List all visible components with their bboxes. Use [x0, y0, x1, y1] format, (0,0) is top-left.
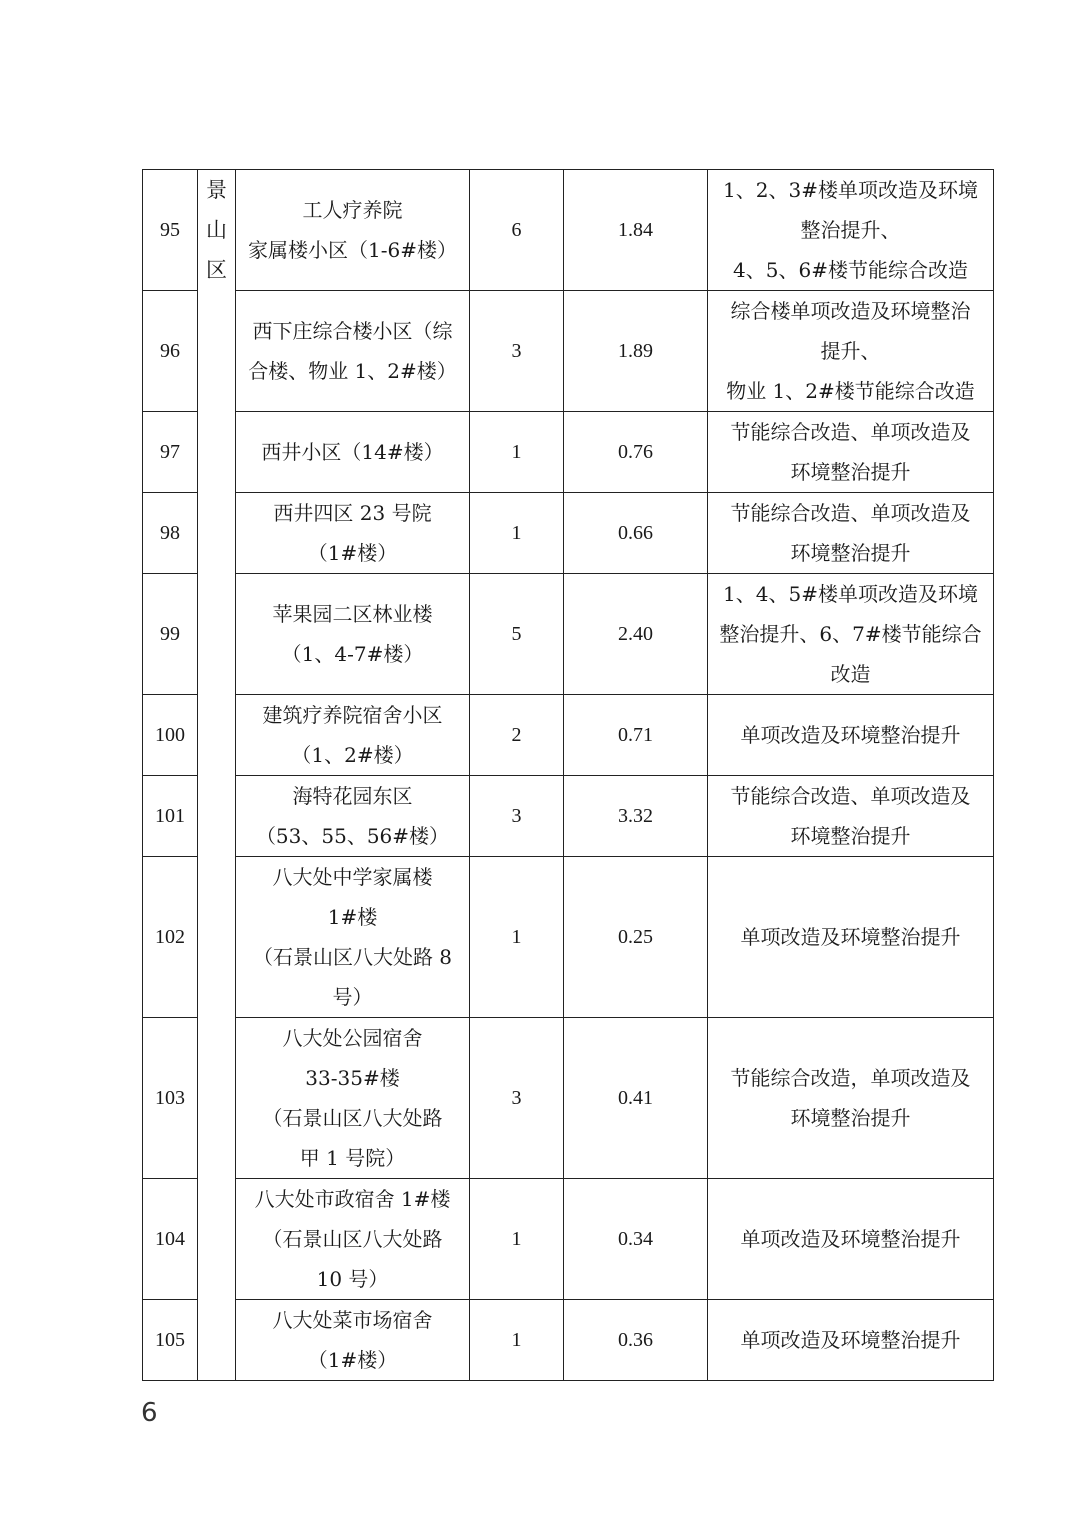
- table-row: [143, 170, 994, 291]
- renovation-content-line: 综合楼单项改造及环境整治: [730, 299, 971, 323]
- community-name-line: （53、55、56#楼）: [255, 824, 450, 848]
- renovation-content: [708, 695, 994, 776]
- district-cell: [198, 170, 236, 1381]
- renovation-content-line: 节能综合改造、单项改造及: [730, 501, 971, 525]
- community-name-line: 八大处中学家属楼: [272, 865, 433, 889]
- building-count: 1: [470, 412, 564, 493]
- row-number: 104: [143, 1179, 198, 1300]
- building-count: 3: [470, 1018, 564, 1179]
- building-area: 3.32: [564, 776, 708, 857]
- building-area: 1.89: [564, 291, 708, 412]
- renovation-content-line: 整治提升、: [800, 218, 901, 242]
- community-name-line: 1#楼: [327, 905, 378, 929]
- renovation-content-line: 环境整治提升: [790, 1106, 911, 1130]
- row-number: 105: [143, 1300, 198, 1381]
- community-name-line: 家属楼小区（1-6#楼）: [248, 238, 457, 262]
- community-name-line: 八大处菜市场宿舍: [272, 1308, 433, 1332]
- building-area: 0.25: [564, 857, 708, 1018]
- community-name: [236, 776, 470, 857]
- row-number: 101: [143, 776, 198, 857]
- table-row: [143, 1300, 994, 1381]
- building-count: 2: [470, 695, 564, 776]
- building-area: 0.36: [564, 1300, 708, 1381]
- renovation-content: [708, 493, 994, 574]
- table-row: [143, 493, 994, 574]
- renovation-content-line: 整治提升、6、7#楼节能综合: [719, 622, 982, 646]
- community-name-line: 建筑疗养院宿舍小区: [262, 703, 443, 727]
- building-count: 3: [470, 776, 564, 857]
- table-body: [143, 170, 994, 1381]
- renovation-content-line: 环境整治提升: [790, 824, 911, 848]
- renovation-content: [708, 776, 994, 857]
- building-area: 0.41: [564, 1018, 708, 1179]
- renovation-content-line: 单项改造及环境整治提升: [740, 925, 961, 949]
- community-name-line: （1、4-7#楼）: [281, 642, 424, 666]
- district-label: 景 山 区: [206, 178, 227, 282]
- renovation-content: [708, 574, 994, 695]
- community-name-line: （石景山区八大处路 8: [252, 945, 453, 969]
- row-number: 98: [143, 493, 198, 574]
- renovation-content-line: 1、2、3#楼单项改造及环境: [723, 178, 978, 202]
- community-name: [236, 493, 470, 574]
- community-name-line: 苹果园二区林业楼: [272, 602, 433, 626]
- renovation-content: [708, 291, 994, 412]
- renovation-content: [708, 1179, 994, 1300]
- community-name-line: （石景山区八大处路: [262, 1106, 443, 1130]
- table-row: [143, 1179, 994, 1300]
- table-row: [143, 574, 994, 695]
- community-name-line: 33-35#楼: [305, 1066, 400, 1090]
- renovation-content-line: 改造: [830, 662, 871, 686]
- community-name-line: 八大处公园宿舍: [282, 1026, 423, 1050]
- renovation-content: [708, 857, 994, 1018]
- table-row: [143, 695, 994, 776]
- community-name: [236, 574, 470, 695]
- community-name-line: 西井四区 23 号院: [273, 501, 432, 525]
- row-number: 103: [143, 1018, 198, 1179]
- community-name-line: 海特花园东区: [292, 784, 413, 808]
- renovation-content-line: 4、5、6#楼节能综合改造: [733, 258, 968, 282]
- table-row: [143, 412, 994, 493]
- row-number: 96: [143, 291, 198, 412]
- building-area: 1.84: [564, 170, 708, 291]
- renovation-content-line: 节能综合改造，单项改造及: [730, 1066, 971, 1090]
- renovation-content-line: 单项改造及环境整治提升: [740, 723, 961, 747]
- building-area: 2.40: [564, 574, 708, 695]
- renovation-content-line: 节能综合改造、单项改造及: [730, 420, 971, 444]
- building-count: 1: [470, 857, 564, 1018]
- building-area: 0.66: [564, 493, 708, 574]
- table-row: [143, 1018, 994, 1179]
- community-name-line: 西井小区（14#楼）: [261, 440, 444, 464]
- renovation-content: [708, 170, 994, 291]
- community-name: [236, 1018, 470, 1179]
- community-name-line: 合楼、物业 1、2#楼）: [248, 359, 457, 383]
- community-name-line: （1#楼）: [307, 1348, 398, 1372]
- page-number: 6: [141, 1398, 158, 1428]
- community-name: [236, 412, 470, 493]
- row-number: 99: [143, 574, 198, 695]
- community-name-line: （石景山区八大处路: [262, 1227, 443, 1251]
- renovation-content: [708, 1300, 994, 1381]
- building-count: 6: [470, 170, 564, 291]
- community-name: [236, 857, 470, 1018]
- renovation-content-line: 单项改造及环境整治提升: [740, 1328, 961, 1352]
- renovation-content-line: 环境整治提升: [790, 541, 911, 565]
- row-number: 100: [143, 695, 198, 776]
- renovation-content-line: 节能综合改造、单项改造及: [730, 784, 971, 808]
- renovation-content-line: 1、4、5#楼单项改造及环境: [723, 582, 978, 606]
- building-area: 0.34: [564, 1179, 708, 1300]
- community-name: [236, 170, 470, 291]
- community-name-line: 西下庄综合楼小区（综: [252, 319, 453, 343]
- community-name: [236, 695, 470, 776]
- building-area: 0.76: [564, 412, 708, 493]
- renovation-content-line: 提升、: [820, 339, 881, 363]
- table-row: [143, 776, 994, 857]
- row-number: 102: [143, 857, 198, 1018]
- community-name: [236, 1179, 470, 1300]
- row-number: 95: [143, 170, 198, 291]
- table-row: [143, 291, 994, 412]
- building-count: 1: [470, 1179, 564, 1300]
- community-name-line: 工人疗养院: [302, 198, 403, 222]
- renovation-content: [708, 412, 994, 493]
- building-count: 1: [470, 1300, 564, 1381]
- renovation-content-line: 物业 1、2#楼节能综合改造: [726, 379, 975, 403]
- renovation-content-line: 环境整治提升: [790, 460, 911, 484]
- row-number: 97: [143, 412, 198, 493]
- community-name-line: 10 号）: [316, 1267, 389, 1291]
- building-count: 3: [470, 291, 564, 412]
- building-area: 0.71: [564, 695, 708, 776]
- community-name: [236, 1300, 470, 1381]
- building-count: 5: [470, 574, 564, 695]
- renovation-content-line: 单项改造及环境整治提升: [740, 1227, 961, 1251]
- building-count: 1: [470, 493, 564, 574]
- community-name-line: （1、2#楼）: [291, 743, 414, 767]
- community-name-line: 甲 1 号院）: [299, 1146, 406, 1170]
- renovation-table: [142, 169, 994, 1381]
- community-name: [236, 291, 470, 412]
- community-name-line: 八大处市政宿舍 1#楼: [254, 1187, 451, 1211]
- community-name-line: （1#楼）: [307, 541, 398, 565]
- community-name-line: 号）: [332, 985, 373, 1009]
- renovation-content: [708, 1018, 994, 1179]
- table-row: [143, 857, 994, 1018]
